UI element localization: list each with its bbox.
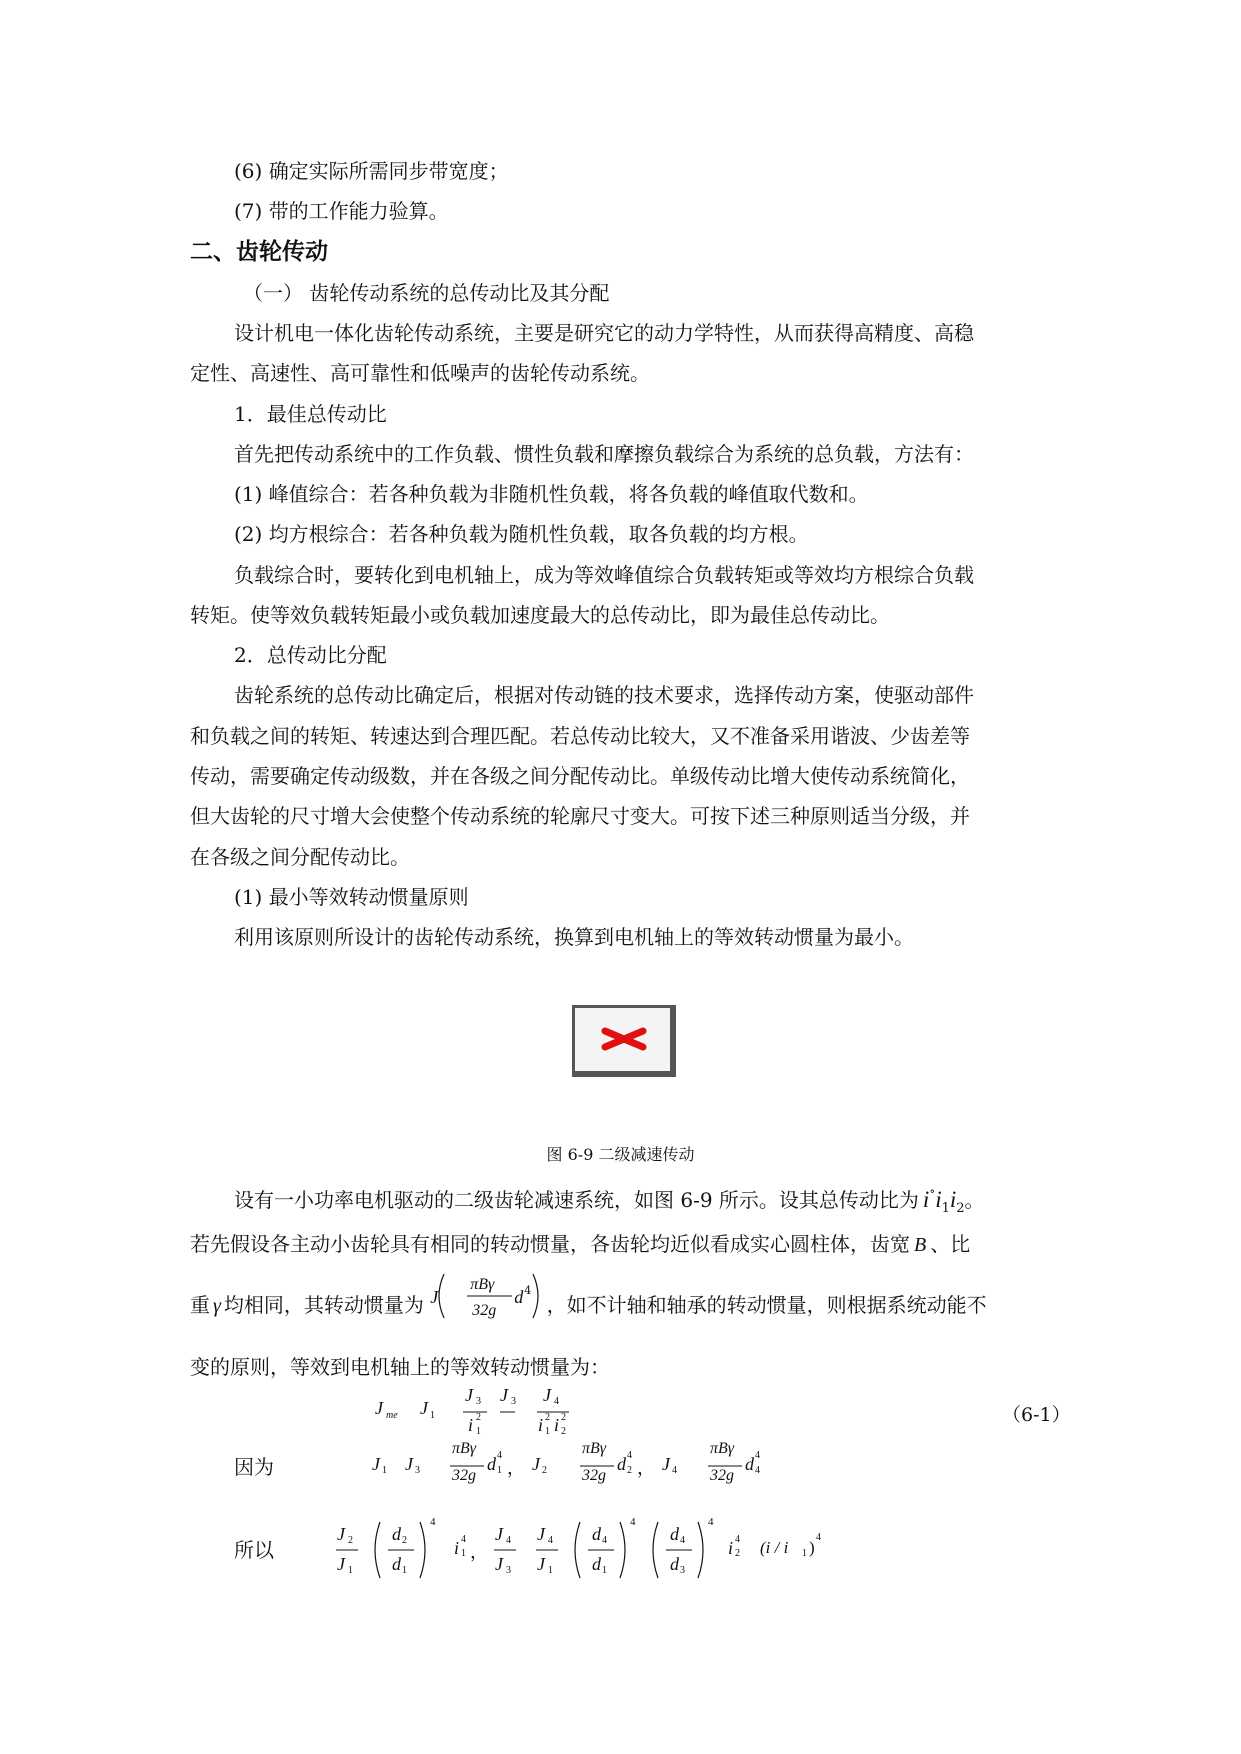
list-item-6: (6) 确定实际所需同步带宽度；: [234, 159, 509, 183]
broken-image-icon: [601, 1022, 647, 1056]
list-item-rms: (2) 均方根综合：若各种负载为随机性负载，取各负载的均方根。: [234, 522, 809, 546]
paragraph-6-line-2: 若先假设各主动小齿轮具有相同的转动惯量，各齿轮均近似看成实心圆柱体，齿宽 B 、比: [190, 1232, 971, 1256]
equation-because: J 1 J 3 πBγ 32g d 4 1 ， J 2 πBγ 32g d 4 2 ， J 4 πBγ 32g d 4 4: [372, 1440, 760, 1484]
paragraph-6-line-1: 设有一小功率电机驱动的二级齿轮减速系统，如图 6-9 所示。设其总传动比为 $i^\circ i_1i_2$。: [234, 1184, 985, 1216]
equation-label: （6-1）: [1002, 1404, 1071, 1426]
list-item-min-inertia: (1) 最小等效转动惯量原则: [234, 885, 469, 909]
subsection-heading: （一） 齿轮传动系统的总传动比及其分配: [243, 281, 610, 305]
paragraph-4-line-4: 但大齿轮的尺寸增大会使整个传动系统的轮廓尺寸变大。可按下述三种原则适当分级，并: [190, 804, 970, 828]
math-gamma: γ: [213, 1295, 221, 1317]
equation-6-1: J me J 1 J 3 J 3 i 2 1 J 4 i 2 1 i 2 2: [375, 1385, 566, 1437]
paragraph-5: 利用该原则所设计的齿轮传动系统，换算到电机轴上的等效转动惯量为最小。: [234, 925, 914, 949]
math-i1: i: [935, 1187, 942, 1212]
section-heading: 二、齿轮传动: [190, 239, 328, 265]
math-i: i: [922, 1187, 930, 1212]
paragraph-6-text: 设有一小功率电机驱动的二级齿轮减速系统，如图 6-9 所示。设其总传动比为: [234, 1188, 919, 1212]
paragraph-4-line-2: 和负载之间的转矩、转速达到合理匹配。若总传动比较大，又不准备采用谐波、少齿差等: [190, 724, 970, 748]
list-item-peak: (1) 峰值综合：若各种负载为非随机性负载，将各负载的峰值取代数和。: [234, 482, 869, 506]
figure-caption: 图 6-9 二级减速传动: [546, 1145, 695, 1164]
math-i2: i: [949, 1187, 957, 1212]
paragraph-3-line-2: 转矩。使等效负载转矩最小或负载加速度最大的总传动比，即为最佳总传动比。: [190, 603, 890, 627]
paragraph-4-line-3: 传动，需要确定传动级数，并在各级之间分配传动比。单级传动比增大使传动系统简化，: [190, 764, 970, 788]
paragraph-6-line-4: 变的原则，等效到电机轴上的等效转动惯量为：: [190, 1355, 610, 1379]
paragraph-1-line-1: 设计机电一体化齿轮传动系统，主要是研究它的动力学特性，从而获得高精度、高稳: [234, 321, 974, 345]
broken-image-placeholder: [572, 1005, 676, 1077]
because-label: 因为: [234, 1455, 274, 1479]
paragraph-3-line-1: 负载综合时，要转化到电机轴上，成为等效峰值综合负载转矩或等效均方根综合负载: [234, 563, 974, 587]
paragraph-1-line-2: 定性、高速性、高可靠性和低噪声的齿轮传动系统。: [190, 361, 650, 385]
equation-therefore: J 2 J 1 d 2 d 1 4 i 4 1 ， J 4 J 3 J 4 J 1 d 4 d 1 4 d 4 d 3 4 i 4 2 (i / i 1 ) 4: [337, 1516, 821, 1576]
math-B: B: [914, 1234, 927, 1256]
paragraph-4-line-1: 齿轮系统的总传动比确定后，根据对传动链的技术要求，选择传动方案，使驱动部件: [234, 683, 974, 707]
paragraph-2: 首先把传动系统中的工作负载、惯性负载和摩擦负载综合为系统的总负载，方法有：: [234, 442, 974, 466]
paragraph-6-line-3: 重 γ 均相同，其转动惯量为 J πBγ 32g d 4 ，如不计轴和轴承的转动惯量，则根据系统动能不: [190, 1276, 987, 1319]
therefore-label: 所以: [234, 1538, 274, 1562]
heading-best-ratio: 1．最佳总传动比: [234, 402, 387, 426]
inertia-formula: J πBγ 32g d 4: [430, 1282, 540, 1312]
heading-ratio-allocation: 2．总传动比分配: [234, 643, 387, 667]
paragraph-4-line-5: 在各级之间分配传动比。: [190, 845, 410, 869]
list-item-7: (7) 带的工作能力验算。: [234, 199, 449, 223]
